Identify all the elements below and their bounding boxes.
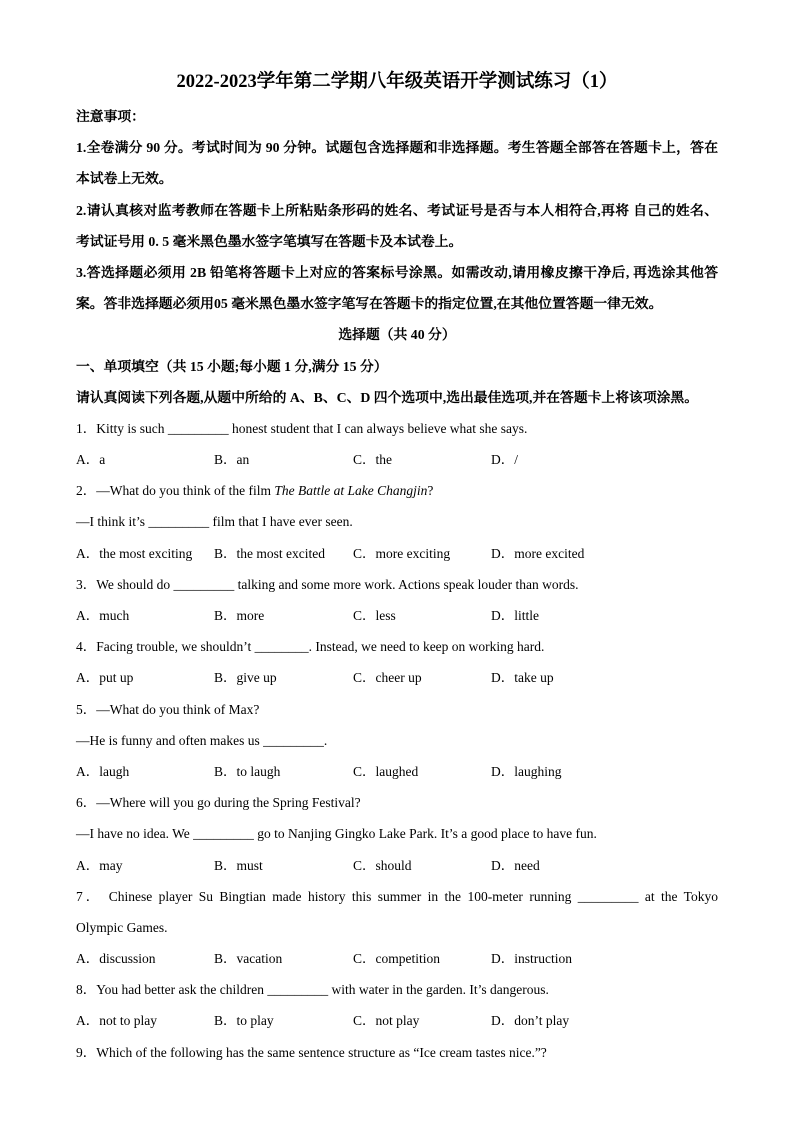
notice-item-2-line-1: 2.请认真核对监考教师在答题卡上所粘贴条形码的姓名、考试证号是否与本人相符合,再将 自己的姓名、	[76, 202, 718, 218]
question-6-options	[76, 850, 718, 881]
option-c: C．not play	[353, 1013, 420, 1029]
option-b: B．the most excited	[214, 545, 325, 561]
question-2-film-title: The Battle at Lake Changjin	[274, 483, 428, 499]
question-8-options	[76, 1005, 718, 1036]
question-7-stem-continued: Olympic Games.	[76, 919, 168, 935]
option-c: C．cheer up	[353, 670, 422, 686]
question-7-stem: 7． Chinese player Su Bingtian made history this summer in the 100-meter running _________ at the Tokyo	[76, 888, 718, 904]
option-a: A．not to play	[76, 1013, 157, 1029]
question-8-stem: 8．You had better ask the children _________ with water in the garden. It’s dangerous.	[76, 982, 549, 998]
option-c: C．competition	[353, 951, 440, 967]
notice-item-1-line-2: 本试卷上无效。	[76, 171, 173, 187]
option-d: D．little	[491, 608, 539, 623]
question-5-stem: 5．—What do you think of Max?	[76, 701, 260, 717]
notice-item-1-line-1: 1.全卷满分 90 分。考试时间为 90 分钟。试题包含选择题和非选择题。考生答题全部答在答题卡上，答在	[76, 140, 718, 156]
option-d: D．don’t play	[491, 1013, 570, 1029]
question-5-options	[76, 756, 718, 787]
question-3-options	[76, 600, 718, 631]
option-c: C．the	[353, 452, 392, 468]
question-4-stem: 4．Facing trouble, we shouldn’t ________. Instead, we need to keep on working hard.	[76, 639, 545, 655]
option-c: C．laughed	[353, 763, 419, 779]
question-9-stem: 9．Which of the following has the same sentence structure as “Ice cream tastes nice.”?	[76, 1044, 547, 1060]
option-a: A．may	[76, 857, 123, 873]
question-3-stem: 3．We should do _________ talking and some more work. Actions speak louder than words.	[76, 576, 579, 592]
option-d: D．take up	[491, 670, 554, 686]
question-2-stem-before: 2．—What do you think of the film	[76, 483, 275, 499]
question-5-reply: —He is funny and often makes us _________.	[76, 732, 328, 748]
option-c: C．should	[353, 857, 412, 873]
page-title: 2022-2023学年第二学期八年级英语开学测试练习（1）	[176, 72, 618, 92]
part-instruction: 请认真阅读下列各题,从题中所给的 A、B、C、D 四个选项中,选出最佳选项,并在答题卡上将该项涂黑。	[76, 389, 699, 405]
notice-item-2-line-2: 考试证号用 0. 5 毫米黑色墨水签字笔填写在答题卡及本试卷上。	[76, 233, 463, 249]
question-2-options	[76, 538, 718, 569]
question-2-reply: —I think it’s _________ film that I have ever seen.	[76, 514, 353, 530]
question-2-stem-after: ?	[427, 483, 434, 499]
page-content	[76, 63, 718, 1068]
option-a: A．the most exciting	[76, 545, 193, 561]
question-6-stem: 6．—Where will you go during the Spring Festival?	[76, 795, 361, 811]
question-1-stem: 1．Kitty is such _________ honest student that I can always believe what she says.	[76, 420, 528, 436]
option-b: B．an	[214, 452, 250, 468]
option-a: A．put up	[76, 670, 134, 686]
option-d: D．more excited	[491, 545, 585, 561]
option-a: A．discussion	[76, 951, 156, 967]
option-b: B．must	[214, 857, 263, 873]
option-b: B．to play	[214, 1013, 274, 1029]
option-d: D．laughing	[491, 763, 562, 779]
option-b: B．more	[214, 608, 265, 623]
part-title: 一、单项填空（共 15 小题;每小题 1 分,满分 15 分）	[76, 358, 388, 374]
option-d: D．need	[491, 857, 540, 873]
option-c: C．less	[353, 608, 396, 623]
option-b: B．vacation	[214, 951, 283, 967]
option-d: D．instruction	[491, 951, 572, 967]
option-a: A．laugh	[76, 763, 130, 779]
question-4-options	[76, 662, 718, 693]
question-2-stem	[76, 475, 718, 506]
option-b: B．give up	[214, 670, 277, 686]
notice-item-3-line-1: 3.答选择题必须用 2B 铅笔将答题卡上对应的答案标号涂黑。如需改动,请用橡皮擦干净后, 再选涂其他答	[76, 264, 718, 280]
option-c: C．more exciting	[353, 545, 451, 561]
question-7-options	[76, 943, 718, 974]
option-d: D．/	[491, 452, 518, 468]
notice-item-3-line-2: 案。答非选择题必须用05 毫米黑色墨水签字笔写在答题卡的指定位置,在其他位置答题一律无效。	[76, 296, 663, 312]
question-6-reply: —I have no idea. We _________ go to Nanjing Gingko Lake Park. It’s a good place to have fun.	[76, 826, 597, 842]
option-a: A．a	[76, 452, 106, 468]
section-title: 选择题（共 40 分）	[338, 327, 456, 343]
notice-heading: 注意事项：	[76, 109, 145, 124]
option-a: A．much	[76, 608, 130, 623]
option-b: B．to laugh	[214, 763, 281, 779]
question-1-options	[76, 444, 718, 475]
